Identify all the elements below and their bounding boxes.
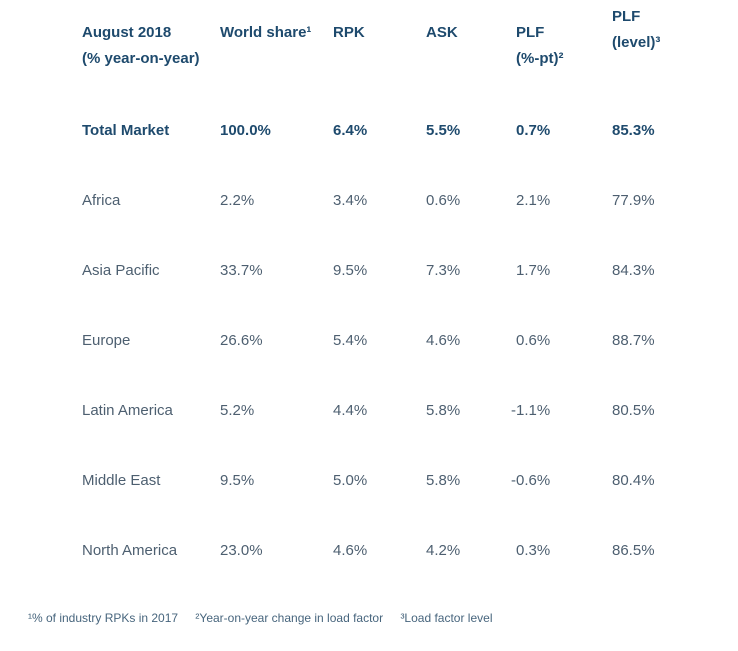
table-row-middle-east [82, 446, 718, 516]
col-header-ask [426, 20, 516, 72]
cell-ask: 5.5% [426, 122, 461, 139]
col-header-plf-level-line1: PLF [612, 8, 641, 25]
table-row-north-america [82, 516, 718, 586]
cell-world-share: 33.7% [220, 262, 263, 279]
cell-region: Middle East [82, 472, 161, 489]
col-header-world-share [220, 20, 333, 72]
cell-world-share: 26.6% [220, 332, 263, 349]
cell-ask: 5.8% [426, 472, 461, 489]
cell-plf-change: -1.1% [511, 402, 551, 419]
table-row-europe [82, 306, 718, 376]
footnote-plf-change: ²Year-on-year change in load factor [195, 611, 384, 625]
col-header-period [82, 20, 220, 72]
table-row-africa [82, 166, 718, 236]
cell-region: Africa [82, 192, 121, 209]
cell-plf-change: 2.1% [516, 192, 551, 209]
cell-rpk: 4.4% [333, 402, 368, 419]
col-header-world-share-label: World share¹ [220, 24, 312, 41]
cell-ask: 4.2% [426, 542, 461, 559]
cell-region: Latin America [82, 402, 173, 419]
table-row-latin-america [82, 376, 718, 446]
col-header-plf-change-line1: PLF [516, 24, 545, 41]
cell-rpk: 5.4% [333, 332, 368, 349]
cell-plf-change: 1.7% [516, 262, 551, 279]
cell-region: North America [82, 542, 178, 559]
cell-region: Total Market [82, 122, 170, 139]
footnote-world-share: ¹% of industry RPKs in 2017 [28, 611, 179, 625]
cell-plf-level: 77.9% [612, 192, 655, 209]
cell-world-share: 100.0% [220, 122, 271, 139]
cell-rpk: 5.0% [333, 472, 368, 489]
col-header-plf-change [516, 20, 612, 72]
cell-rpk: 9.5% [333, 262, 368, 279]
cell-rpk: 6.4% [333, 122, 368, 139]
col-header-period-line1: August 2018 [82, 24, 172, 41]
cell-plf-level: 84.3% [612, 262, 655, 279]
cell-ask: 0.6% [426, 192, 461, 209]
cell-world-share: 2.2% [220, 192, 255, 209]
cell-world-share: 5.2% [220, 402, 255, 419]
col-header-plf-level-line2: (level)³ [612, 34, 661, 51]
cell-plf-level: 80.4% [612, 472, 655, 489]
cell-plf-change: 0.3% [516, 542, 551, 559]
cell-world-share: 23.0% [220, 542, 263, 559]
table-body [82, 96, 718, 586]
col-header-plf-change-line2: (%-pt)² [516, 50, 564, 67]
cell-region: Europe [82, 332, 131, 349]
cell-plf-change: 0.6% [516, 332, 551, 349]
cell-plf-level: 86.5% [612, 542, 655, 559]
cell-ask: 7.3% [426, 262, 461, 279]
table-row-asia-pacific [82, 236, 718, 306]
cell-plf-change: -0.6% [511, 472, 551, 489]
cell-world-share: 9.5% [220, 472, 255, 489]
col-header-period-line2: (% year-on-year) [82, 50, 200, 67]
cell-ask: 5.8% [426, 402, 461, 419]
table-header-row [82, 0, 718, 72]
cell-plf-change: 0.7% [516, 122, 551, 139]
cell-rpk: 3.4% [333, 192, 368, 209]
cell-region: Asia Pacific [82, 262, 160, 279]
col-header-rpk-label: RPK [333, 24, 365, 41]
cell-rpk: 4.6% [333, 542, 368, 559]
cell-plf-level: 88.7% [612, 332, 655, 349]
cell-plf-level: 80.5% [612, 402, 655, 419]
footnotes [0, 610, 738, 626]
cell-plf-level: 85.3% [612, 122, 655, 139]
table-row-total-market [82, 96, 718, 166]
col-header-rpk [333, 20, 426, 72]
col-header-plf-level [612, 4, 718, 56]
col-header-ask-label: ASK [426, 24, 458, 41]
cell-ask: 4.6% [426, 332, 461, 349]
footnote-plf-level: ³Load factor level [400, 611, 493, 625]
